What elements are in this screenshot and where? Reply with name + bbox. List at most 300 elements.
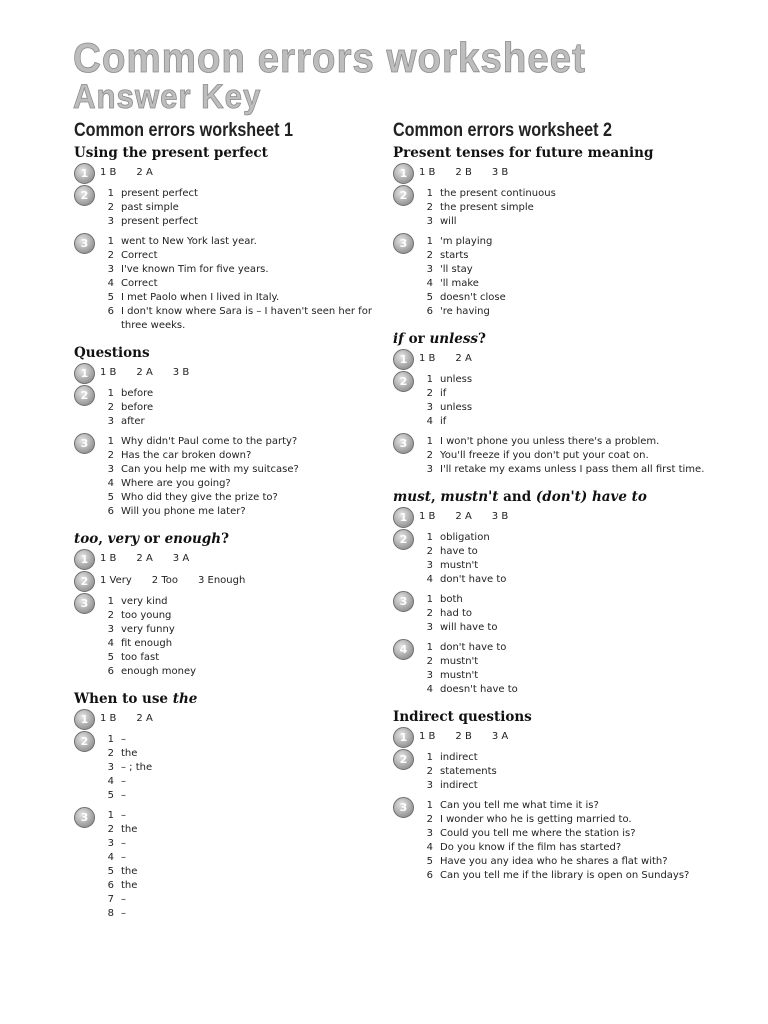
answer-number: 1: [426, 594, 433, 605]
answer-row: [100, 733, 374, 747]
answer-row: [100, 907, 374, 921]
exercise-number-badge: 2: [393, 185, 414, 206]
exercise: [393, 435, 733, 477]
exercise: [74, 235, 374, 333]
answer-number: 3: [107, 264, 114, 275]
exercise: [393, 351, 733, 367]
answer-text: obligation: [440, 532, 490, 543]
answer-text: too young: [121, 610, 172, 621]
answer-number: 6: [107, 880, 114, 891]
answer-row: [100, 201, 374, 215]
answer-row: [419, 263, 733, 277]
answer-text: the: [121, 748, 138, 759]
answer-number: 1: [426, 374, 433, 385]
answer-number: 6: [107, 666, 114, 677]
answer-number: 1: [107, 388, 114, 399]
exercise-number-badge: 1: [393, 349, 414, 370]
answer-number: 3: [426, 828, 433, 839]
answer-row: [100, 435, 374, 449]
answer-row: [419, 215, 733, 229]
exercise: [393, 799, 733, 883]
answer: 3 A: [491, 731, 509, 742]
answer-text: –: [121, 776, 126, 787]
answer-number: 4: [107, 852, 114, 863]
answer-text: too fast: [121, 652, 160, 663]
answer: 2 Too: [151, 575, 178, 586]
answer-row: [100, 215, 374, 229]
answer-row: [419, 463, 733, 477]
answer-row: [100, 505, 374, 519]
answer-text: very funny: [121, 624, 175, 635]
exercise: [393, 235, 733, 319]
answer-text: fit enough: [121, 638, 173, 649]
answer-number: 1: [107, 734, 114, 745]
section-title-part: and: [498, 489, 536, 505]
inline-answers: [100, 711, 374, 727]
section-title-part: When to use: [74, 691, 173, 707]
answer-text: if: [440, 416, 447, 427]
answer-number: 3: [426, 216, 433, 227]
answer-text: –: [121, 894, 126, 905]
answer-number: 4: [426, 416, 433, 427]
exercise-number-badge: 2: [74, 385, 95, 406]
exercise-number-badge: 2: [393, 529, 414, 550]
inline-answers: [100, 573, 374, 589]
answer: 3 B: [491, 511, 509, 522]
section-title-part: too: [74, 531, 99, 547]
answer-row: [419, 799, 733, 813]
answer: 2 A: [136, 713, 153, 724]
exercise: [74, 595, 374, 679]
answer-number: 2: [107, 610, 114, 621]
answer-number: 3: [426, 780, 433, 791]
answer-number: 3: [107, 216, 114, 227]
answer-number: 5: [107, 652, 114, 663]
answer: 2 A: [136, 367, 153, 378]
exercise: [74, 387, 374, 429]
answer-text: Has the car broken down?: [121, 450, 252, 461]
answer-number: 3: [426, 264, 433, 275]
answer: 2 A: [455, 353, 472, 364]
worksheet-heading: Common errors worksheet 1: [74, 120, 293, 141]
answer-number: 5: [107, 292, 114, 303]
answer-row: [100, 747, 374, 761]
answer-text: the: [121, 866, 138, 877]
answer-number: 3: [426, 560, 433, 571]
answer: 1 B: [419, 731, 436, 742]
answer-number: 3: [426, 622, 433, 633]
answer-row: [419, 621, 733, 635]
answer-row: [419, 387, 733, 401]
exercise-number-badge: 2: [393, 749, 414, 770]
answer-text: before: [121, 402, 154, 413]
answer-row: [419, 855, 733, 869]
section-title-part: very: [107, 531, 140, 547]
exercise: [74, 711, 374, 727]
answer: 2 B: [455, 167, 472, 178]
answer-text: –: [121, 908, 126, 919]
answer-row: [419, 669, 733, 683]
answer-row: [100, 463, 374, 477]
answer-number: 2: [107, 402, 114, 413]
answer-number: 4: [426, 278, 433, 289]
inline-answers: [419, 509, 733, 525]
answer-row: [100, 401, 374, 415]
inline-answers: [419, 351, 733, 367]
answer-row: [419, 401, 733, 415]
answer-number: 2: [426, 450, 433, 461]
answer-text: You'll freeze if you don't put your coat on.: [440, 450, 649, 461]
section-title-part: must: [393, 489, 431, 505]
answer-number: 1: [426, 532, 433, 543]
answer-row: [100, 595, 374, 609]
answer-row: [100, 187, 374, 201]
inline-answers: [100, 365, 374, 381]
exercise-number-badge: 1: [74, 363, 95, 384]
exercise-number-badge: 1: [393, 507, 414, 528]
answer-text: Correct: [121, 250, 158, 261]
exercise: [74, 187, 374, 229]
exercise-number-badge: 3: [74, 433, 95, 454]
answer-text: very kind: [121, 596, 168, 607]
answer-number: 4: [426, 842, 433, 853]
answer-text: I don't know where Sara is – I haven't seen her for three weeks.: [121, 306, 372, 331]
answer-row: [100, 415, 374, 429]
section-title: [74, 691, 374, 707]
answer-row: [100, 277, 374, 291]
answer-text: Have you any idea who he shares a flat with?: [440, 856, 668, 867]
answer-number: 1: [107, 810, 114, 821]
answer: 3 A: [172, 553, 190, 564]
exercise: [74, 551, 374, 567]
exercise-number-badge: 2: [74, 185, 95, 206]
answer-number: 2: [426, 656, 433, 667]
answer-text: both: [440, 594, 463, 605]
answer-text: went to New York last year.: [121, 236, 257, 247]
answer-text: I met Paolo when I lived in Italy.: [121, 292, 280, 303]
answer-text: doesn't have to: [440, 684, 518, 695]
answer-row: [419, 607, 733, 621]
answer-row: [419, 531, 733, 545]
answer-number: 8: [107, 908, 114, 919]
answer: 1 B: [100, 713, 117, 724]
section-title-part: or: [139, 531, 165, 547]
answer-number: 1: [426, 800, 433, 811]
answer-number: 5: [107, 790, 114, 801]
answer: 1 B: [419, 167, 436, 178]
answer-text: – ; the: [121, 762, 153, 773]
answer-number: 3: [107, 762, 114, 773]
inline-answers: [419, 729, 733, 745]
answer-number: 2: [107, 202, 114, 213]
answer-row: [100, 651, 374, 665]
answer-row: [100, 851, 374, 865]
answer: 3 Enough: [197, 575, 246, 586]
answer-number: 4: [426, 574, 433, 585]
answer-text: the present simple: [440, 202, 534, 213]
answer-text: before: [121, 388, 154, 399]
answer-text: 'm playing: [440, 236, 493, 247]
answer-row: [100, 823, 374, 837]
answer-text: Why didn't Paul come to the party?: [121, 436, 298, 447]
answer-row: [100, 235, 374, 249]
exercise: [74, 435, 374, 519]
exercise-number-badge: 2: [393, 371, 414, 392]
answer-text: Can you help me with my suitcase?: [121, 464, 299, 475]
answer-text: Correct: [121, 278, 158, 289]
inline-answers: [100, 165, 374, 181]
answer-text: –: [121, 810, 126, 821]
answer-number: 1: [426, 236, 433, 247]
answer-number: 1: [107, 236, 114, 247]
answer-number: 5: [107, 492, 114, 503]
answer-text: –: [121, 838, 126, 849]
answer-text: I wonder who he is getting married to.: [440, 814, 632, 825]
section-title-part: ?: [478, 331, 486, 347]
answer-text: the: [121, 880, 138, 891]
answer-text: present perfect: [121, 216, 198, 227]
exercise-number-badge: 1: [74, 549, 95, 570]
exercise: [74, 365, 374, 381]
exercise-number-badge: 1: [74, 163, 95, 184]
answer-number: 2: [426, 388, 433, 399]
answer-text: the: [121, 824, 138, 835]
section-title-part: ,: [98, 531, 108, 547]
answer-row: [419, 655, 733, 669]
answer-number: 4: [107, 478, 114, 489]
answer-row: [419, 869, 733, 883]
answer-number: 3: [426, 670, 433, 681]
answer-row: [419, 249, 733, 263]
answer-text: –: [121, 734, 126, 745]
exercise: [74, 733, 374, 803]
answer-text: I've known Tim for five years.: [121, 264, 269, 275]
exercise-number-badge: 3: [393, 233, 414, 254]
answer-text: indirect: [440, 752, 478, 763]
answer-text: have to: [440, 546, 478, 557]
answer: 1 B: [100, 167, 117, 178]
answer-text: Will you phone me later?: [121, 506, 246, 517]
answer-number: 3: [426, 464, 433, 475]
exercise-number-badge: 2: [74, 571, 95, 592]
answer-row: [419, 449, 733, 463]
answer-number: 1: [107, 436, 114, 447]
answer-text: after: [121, 416, 145, 427]
answer-number: 3: [107, 838, 114, 849]
page-subtitle: Answer Key: [73, 78, 262, 116]
answer-row: [100, 761, 374, 775]
answer-row: [100, 305, 374, 333]
exercise-number-badge: 3: [74, 807, 95, 828]
answer-text: Can you tell me if the library is open on Sundays?: [440, 870, 690, 881]
answer: 3 B: [172, 367, 190, 378]
exercise-number-badge: 3: [74, 593, 95, 614]
answer-text: Could you tell me where the station is?: [440, 828, 636, 839]
answer-row: [419, 559, 733, 573]
answer-row: [100, 665, 374, 679]
answer-number: 5: [426, 292, 433, 303]
answer-row: [419, 277, 733, 291]
answer-number: 3: [107, 416, 114, 427]
sections-container: [74, 145, 374, 933]
answer: 1 B: [100, 553, 117, 564]
answer-number: 2: [107, 250, 114, 261]
answer-row: [419, 201, 733, 215]
answer: 1 Very: [100, 575, 132, 586]
answer-text: Can you tell me what time it is?: [440, 800, 599, 811]
answer-row: [419, 751, 733, 765]
answer-text: doesn't close: [440, 292, 506, 303]
answer-text: indirect: [440, 780, 478, 791]
exercise-number-badge: 1: [74, 709, 95, 730]
section-title: Present tenses for future meaning: [393, 145, 654, 161]
answer-number: 6: [107, 306, 114, 317]
worksheet-heading: Common errors worksheet 2: [393, 120, 612, 141]
exercise: [74, 809, 374, 921]
answer-number: 2: [107, 748, 114, 759]
exercise: [74, 165, 374, 181]
section-title-part: enough: [164, 531, 222, 547]
answer-number: 7: [107, 894, 114, 905]
section-spacer: [393, 889, 733, 895]
answer-row: [100, 477, 374, 491]
answer-number: 4: [426, 684, 433, 695]
section-title-part: mustn't: [440, 489, 499, 505]
answer-row: [100, 609, 374, 623]
answer-text: the present continuous: [440, 188, 556, 199]
answer-number: 1: [107, 188, 114, 199]
answer-number: 3: [426, 402, 433, 413]
answer: 2 A: [136, 553, 153, 564]
exercise-number-badge: 3: [393, 433, 414, 454]
answer-row: [419, 435, 733, 449]
exercise: [393, 729, 733, 745]
answer-text: 'll make: [440, 278, 479, 289]
answer-row: [419, 373, 733, 387]
answer-number: 1: [426, 642, 433, 653]
section-title: [393, 489, 733, 505]
answer: 2 A: [136, 167, 153, 178]
answer-number: 3: [107, 464, 114, 475]
exercise: [393, 165, 733, 181]
answer-row: [100, 387, 374, 401]
answer-row: [419, 641, 733, 655]
answer-number: 1: [107, 596, 114, 607]
answer-text: Where are you going?: [121, 478, 231, 489]
answer-number: 1: [426, 188, 433, 199]
exercise-number-badge: 3: [393, 797, 414, 818]
exercise: [393, 373, 733, 429]
answer-number: 2: [426, 766, 433, 777]
answer-number: 6: [426, 870, 433, 881]
exercise: [393, 751, 733, 793]
answer-text: will have to: [440, 622, 498, 633]
answer-number: 2: [426, 250, 433, 261]
answer-row: [419, 305, 733, 319]
answer-number: 5: [426, 856, 433, 867]
section-title: Indirect questions: [393, 709, 532, 725]
answer-row: [419, 415, 733, 429]
answer-row: [419, 291, 733, 305]
exercise-number-badge: 3: [74, 233, 95, 254]
inline-answers: [419, 165, 733, 181]
answer-row: [100, 879, 374, 893]
exercise-number-badge: 3: [393, 591, 414, 612]
answer-row: [419, 827, 733, 841]
exercise-number-badge: 2: [74, 731, 95, 752]
section-title-part: the: [172, 691, 198, 707]
answer: 2 A: [455, 511, 472, 522]
answer-text: statements: [440, 766, 497, 777]
section-title-part: if: [393, 331, 404, 347]
answer-row: [419, 573, 733, 587]
answer-row: [419, 765, 733, 779]
answer-number: 6: [426, 306, 433, 317]
answer: 2 B: [455, 731, 472, 742]
exercise-number-badge: 1: [393, 163, 414, 184]
answer-number: 1: [426, 436, 433, 447]
section-title-part: unless: [429, 331, 479, 347]
answer-row: [100, 775, 374, 789]
answer-text: Who did they give the prize to?: [121, 492, 278, 503]
answer-row: [100, 893, 374, 907]
exercise: [393, 187, 733, 229]
answer-text: Do you know if the film has started?: [440, 842, 622, 853]
sections-container: [393, 145, 733, 895]
answer-row: [100, 837, 374, 851]
left-column: [74, 120, 374, 933]
answer-text: 're having: [440, 306, 490, 317]
answer-text: don't have to: [440, 642, 507, 653]
answer-text: I'll retake my exams unless I pass them all first time.: [440, 464, 705, 475]
answer-row: [100, 809, 374, 823]
section-title: Questions: [74, 345, 150, 361]
answer-text: had to: [440, 608, 473, 619]
answer-number: 6: [107, 506, 114, 517]
answer: 1 B: [419, 353, 436, 364]
answer-row: [419, 593, 733, 607]
answer-row: [100, 865, 374, 879]
answer-row: [419, 841, 733, 855]
exercise: [74, 573, 374, 589]
answer-row: [419, 545, 733, 559]
answer-number: 2: [426, 814, 433, 825]
answer-number: 2: [426, 608, 433, 619]
answer-text: past simple: [121, 202, 179, 213]
answer-row: [100, 623, 374, 637]
answer-text: –: [121, 790, 126, 801]
exercise: [393, 593, 733, 635]
exercise-number-badge: 4: [393, 639, 414, 660]
answer-text: unless: [440, 374, 473, 385]
section-title-part: (don't) have to: [535, 489, 647, 505]
answer-text: –: [121, 852, 126, 863]
answer-text: I won't phone you unless there's a problem.: [440, 436, 660, 447]
answer-number: 1: [426, 752, 433, 763]
section-spacer: [74, 927, 374, 933]
section-title: [393, 331, 733, 347]
section-title-part: ?: [221, 531, 229, 547]
answer-number: 5: [107, 866, 114, 877]
answer-text: enough money: [121, 666, 197, 677]
answer-row: [419, 779, 733, 793]
answer-number: 3: [107, 624, 114, 635]
answer-row: [100, 263, 374, 277]
answer-text: mustn't: [440, 560, 479, 571]
answer-number: 4: [107, 278, 114, 289]
answer-number: 2: [107, 450, 114, 461]
answer-row: [100, 491, 374, 505]
